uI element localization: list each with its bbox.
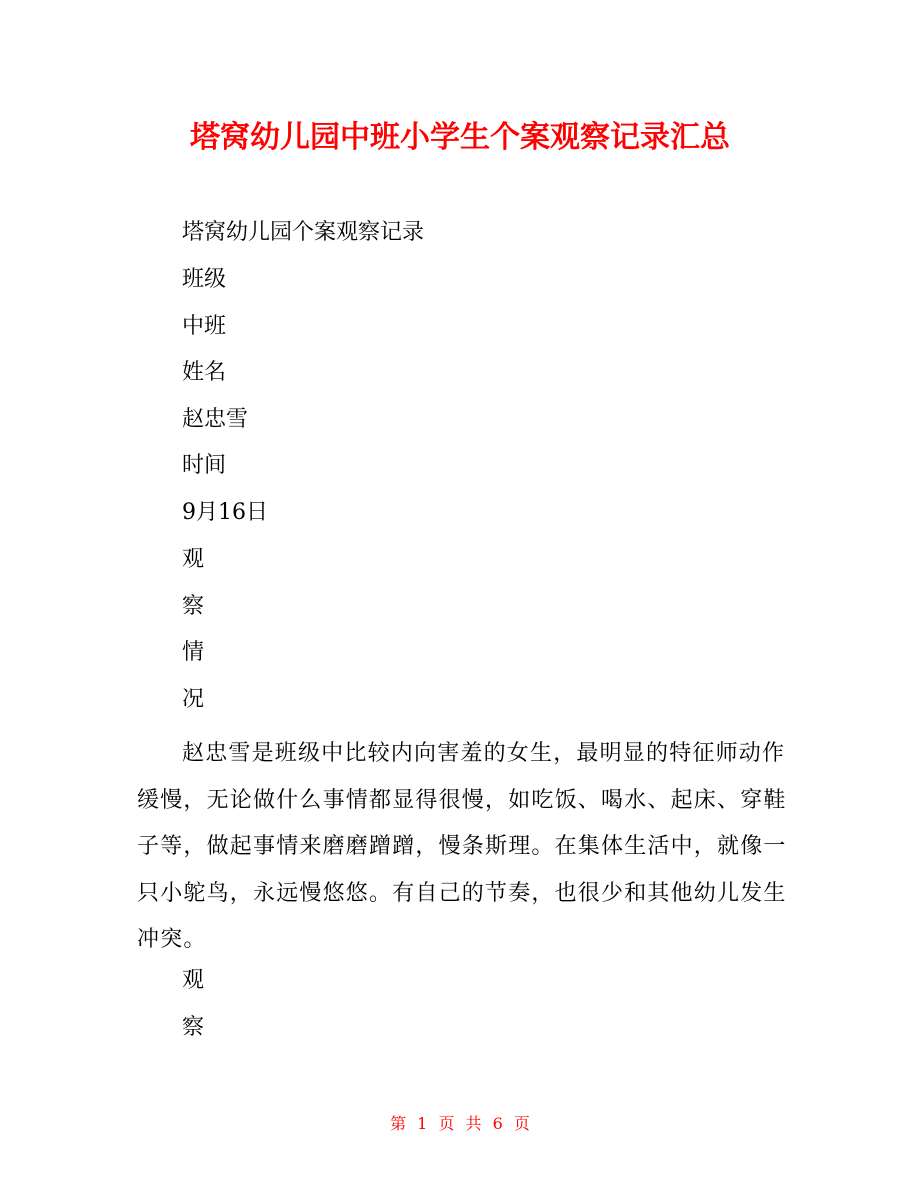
label-class: 班级 — [182, 267, 227, 292]
label-name: 姓名 — [182, 360, 227, 385]
record-heading: 塔窝幼儿园个案观察记录 — [182, 220, 425, 245]
label-observation-char-2: 察 — [182, 594, 205, 619]
label-observation-char-4: 况 — [182, 687, 205, 712]
label-observation-char-1: 观 — [182, 547, 205, 572]
label-time: 时间 — [182, 453, 227, 478]
value-name: 赵忠雪 — [182, 407, 249, 432]
trailing-label-char-2: 察 — [182, 1015, 205, 1040]
value-class: 中班 — [182, 314, 227, 339]
value-time: 9月16日 — [182, 500, 268, 525]
label-observation-char-3: 情 — [182, 640, 205, 665]
observation-paragraph: 赵忠雪是班级中比较内向害羞的女生，最明显的特征师动作缓慢，无论做什么事情都显得很慢，如吃饭、喝水、起床、穿鞋子等，做起事情来磨磨蹭蹭，慢条斯理。在集体生活中，就像一只小鸵鸟，永远慢悠悠。有自己的节奏，也很少和其他幼儿发生冲突。 — [137, 741, 787, 952]
trailing-label-char-1: 观 — [182, 968, 205, 993]
page-footer: 第 1 页 共 6 页 — [390, 1114, 530, 1133]
document-title: 塔窝幼儿园中班小学生个案观察记录汇总 — [190, 120, 730, 155]
